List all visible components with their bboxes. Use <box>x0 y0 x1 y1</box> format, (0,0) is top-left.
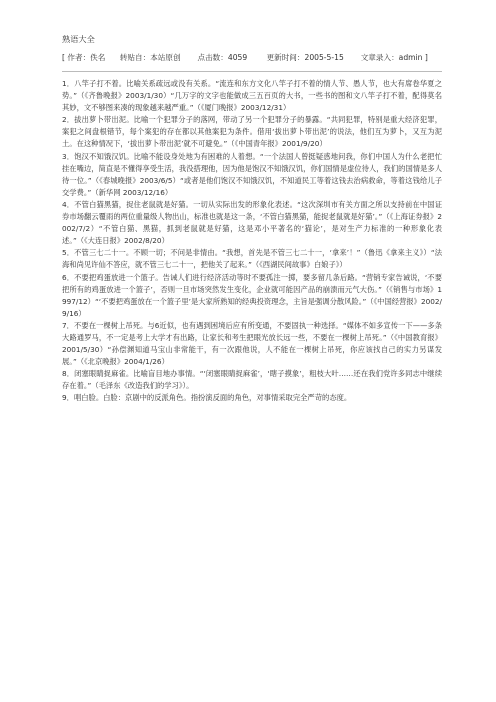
entry-7: 7．不要在一棵树上吊死。与6近似，也有遇到困境后应有所变通，不要固执一种选择。“媒体不如多宣传一下——多条大路通罗马，不一定是考上大学才有出路，让家长和考生把眼光放长远一些，不要在一棵树上吊死。”（《中国教育报》2001/5/30）“孙偿渊知道马宝山非常能干，有一次跟他说，人不能在一棵树上吊死，你应该找自己的实力另谋发展。”（《北京晚报》2004/1/26） <box>62 320 442 367</box>
entry-8: 8．闭塞眼睛捉麻雀。比喻盲目地办事情。“‘闭塞眼睛捉麻雀’，‘瞎子摸象’，粗枝大叶……还在我们党许多同志中继续存在着。”（毛泽东《改造我们的学习》）。 <box>62 369 442 391</box>
meta-author: [ 作者：佚名 <box>62 53 106 62</box>
entry-1: 1．八竿子打不着。比喻关系疏远或没有关系。“流连和东方文化八竿子打不着的情人节、愚人节，也大有席卷华夏之势。”（《齐鲁晚报》2003/1/30）“几万字的文字也能做成三五百页的大书，一些书的图和文八竿子打不着，配得莫名其妙，文不够图来凑的现象越来越严重。”（《厦门晚报》2003/12/31） <box>62 79 442 113</box>
article-meta <box>62 51 442 64</box>
meta-editor: 文章录入：admin ] <box>360 53 428 62</box>
document-body <box>62 34 442 405</box>
meta-updated: 更新时间：2005-5-15 <box>266 53 344 62</box>
divider <box>62 71 442 72</box>
meta-source: 转贴自：本站原创 <box>119 53 181 62</box>
document-title: 熟语大全 <box>62 34 95 44</box>
entry-2: 2．拔出萝卜带出泥。比喻一个犯罪分子的落网，带动了另一个犯罪分子的暴露。“共同犯罪，特别是重大经济犯罪，案犯之间盘根错节，每个案犯的存在都以其他案犯为条件。借用‘拔出萝卜带出泥’的说法，他们互为萝卜，又互为泥土。在这种情况下，‘拔出萝卜带出泥’就不可避免。”（《中国青年报》2001/9/20） <box>62 115 442 149</box>
meta-clicks: 点击数：4059 <box>197 53 248 62</box>
entry-5: 5．不管三七二十一。不顾一切；不问是非情由。“我想，首先是不管三七二十一，‘拿来’！”（鲁迅《拿来主义》）“法海和尚见许仙不答应，就不管三七二十一，把他关了起来。”（《西湖民间故事》白娘子》） <box>62 248 442 270</box>
entry-6: 6．不要把鸡蛋放进一个篮子。告诫人们进行经济活动等时不要孤注一掷，要多留几条后路。“营销专家告诫说，‘不要把所有的鸡蛋放进一个篮子’，否则一旦市场突然发生变化，企业就可能因产品的崩溃而元气大伤。”（《销售与市场》1997/12）“‘不要把鸡蛋放在一个篮子里’是大家所熟知的经典投资理念，主旨是强调分散风险。”（《中国经营报》2002/9/16） <box>62 272 442 318</box>
entry-4: 4．不管白猫黑猫，捉住老鼠就是好猫。一切从实际出发的形象化表述。“这次深圳市有关方面之所以支持前在中国证券市场翻云覆雨的两位重量级人物出山，标准也就是这一条，‘不管白猫黑猫，能捉老鼠就是好猫’。”（《上海证券报》2002/7/2）“不管白猫、黑猫，抓到老鼠就是好猫，这是邓小平著名的‘猫论’，是对生产力标准的一种形象化表述。”（《大连日报》2002/8/20） <box>62 199 442 246</box>
entry-3: 3．饱汉不知饿汉饥。比喻不能设身处地为有困难的人着想。“一个法国人曾挺疑惑地问我，你们中国人为什么老把忙挂在嘴边，简直是不懂得享受生活，我没搭理他，因为他是饱汉不知饿汉饥，你们国情是虚位待人，我们的国情是多人待一位。”（《春城晚报》2003/6/5）“或者是他们饱汉不知饿汉饥，不知道民工等着这钱去治病救命，等着这钱给儿子交学费。”（新华网 2003/12/16） <box>62 151 442 197</box>
entry-9: 9．唱白脸。白脸：京剧中的反派角色。指扮演反面的角色，对事情采取完全严苛的态度。 <box>62 393 352 403</box>
